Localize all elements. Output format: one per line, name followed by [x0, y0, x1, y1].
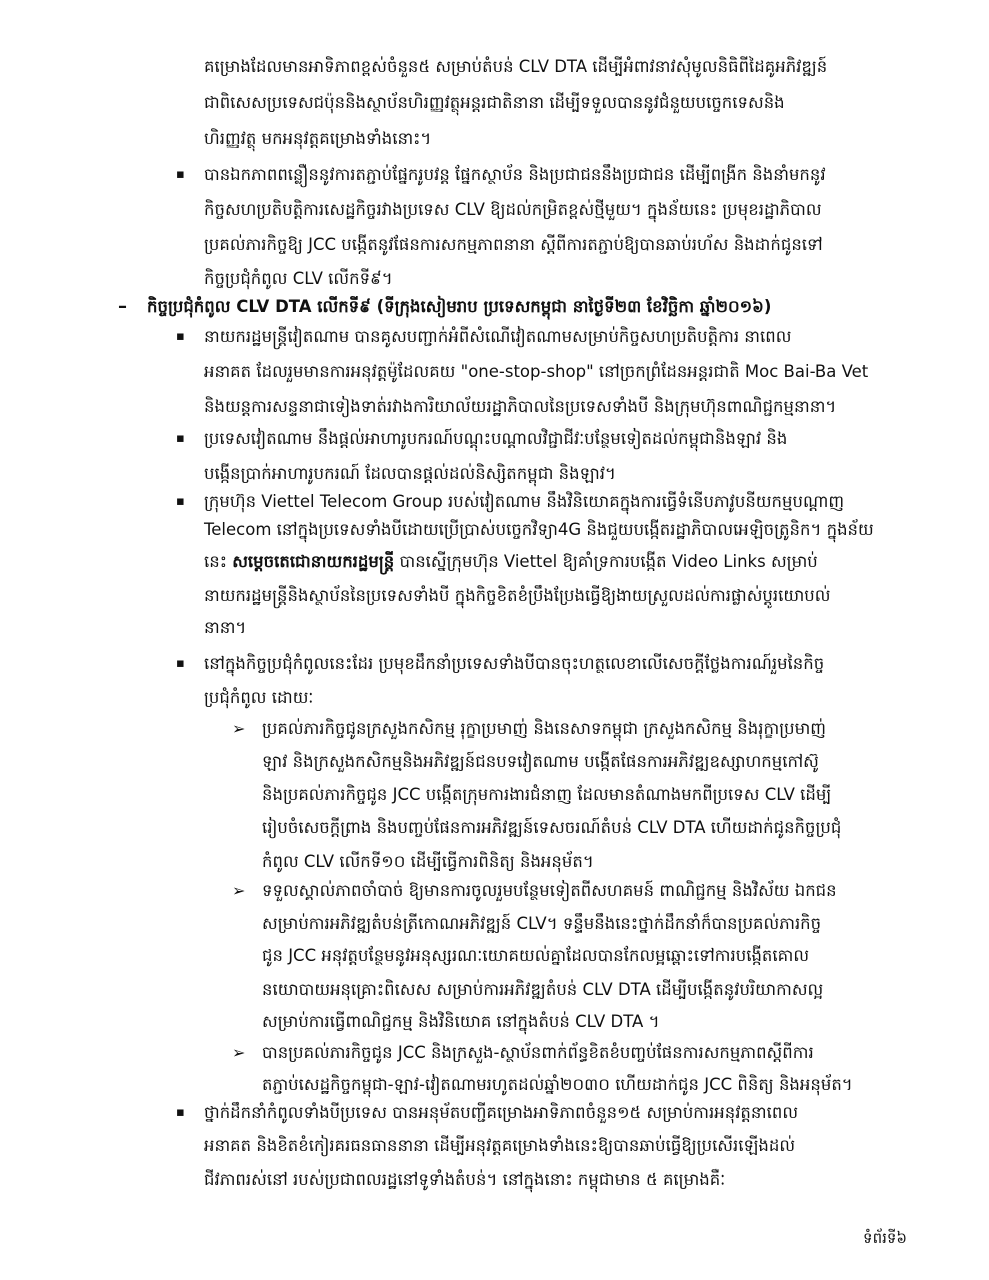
sub-bullet-line: ប្រគល់ភារកិច្ចជូនក្រសួងកសិកម្ម រុក្ខាប្រមាញ់ និងនេសាទកម្ពុជា ក្រសួងកសិកម្ម និងរុក្ខាប្រមាញ់ — [262, 719, 826, 738]
section-heading: កិច្ចប្រជុំកំពូល CLV DTA លើកទី៩ (ទីក្រុងសៀមរាប ប្រទេសកម្ពុជា នាថ្ងៃទី២៣ ខែវិច្ឆិកា ឆ្នាំ២០១៦) — [147, 297, 772, 316]
sub-bullet-line: ជូន JCC អនុវត្តបន្ថែមនូវអនុស្សរណៈយោគយល់គ្នាដែលបានកែលម្អឆ្ពោះទៅការបង្កើតគោល — [262, 946, 810, 965]
bullet-text: នេះ — [204, 552, 233, 571]
bullet-line: ជីវភាពរស់នៅ របស់ប្រជាពលរដ្ឋនៅទូទាំងតំបន់។ នៅក្នុងនោះ កម្ពុជាមាន ៥ គម្រោងគឺៈ — [204, 1170, 726, 1189]
bullet-line: នាយករដ្ឋមន្ត្រីវៀតណាម បានគូសបញ្ជាក់អំពីសំណើវៀតណាមសម្រាប់កិច្ចសហប្រតិបត្តិការ នាពេល — [204, 327, 792, 346]
bullet-line: អនាគត ដែលរួមមានការអនុវត្តម៉ូដែលគយ "one-stop-shop" នៅច្រកព្រំដែនអន្តរជាតិ Moc Bai-Ba Vet — [204, 362, 869, 381]
sub-bullet-line: សម្រាប់ការអភិវឌ្ឍតំបន់ត្រីកោណអភិវឌ្ឍន៍ CLV។ ទន្ទឹមនឹងនេះថ្នាក់ដឹកនាំក៏បានប្រគល់ភារកិច្ច — [262, 914, 822, 933]
bullet-marker: ▪ — [176, 329, 185, 344]
paragraph-line: ហិរញ្ញវត្ថុ មកអនុវត្តគម្រោងទាំងនោះ។ — [204, 129, 432, 148]
bullet-line: បានឯកភាពពន្លឿននូវការតភ្ជាប់ផ្នែករូបវន្ត ផ្នែកស្ថាប័ន និងប្រជាជននឹងប្រជាជន ដើម្បីពង្រីក និងនាំមកនូវ — [204, 165, 826, 184]
sub-bullet-line: បានប្រគល់ភារកិច្ចជូន JCC និងក្រសួង-ស្ថាប័នពាក់ព័ន្ធខិតខំបញ្ចប់ផែនការសកម្មភាពស្តីពីការ — [262, 1043, 814, 1062]
bullet-marker: ▪ — [176, 167, 185, 182]
bullet-line: នានា។ — [204, 618, 247, 637]
bold-title: សម្តេចតេជោនាយករដ្ឋមន្ត្រី — [232, 552, 395, 571]
bullet-line: អនាគត និងខិតខំកៀរគរធនធាននានា ដើម្បីអនុវត្តគម្រោងទាំងនេះឱ្យបានឆាប់ធ្វើឱ្យប្រសើរឡើងដល់ — [204, 1136, 796, 1155]
bullet-line: នាយករដ្ឋមន្ត្រីនិងស្ថាប័ននៃប្រទេសទាំងបី ក្នុងកិច្ចខិតខំប្រឹងប្រែងធ្វើឱ្យងាយស្រួលដល់ការផ្លាស់ប្តូរយោបល់ — [204, 586, 831, 605]
arrow-marker: ➢ — [232, 881, 246, 900]
sub-bullet-line: សម្រាប់ការធ្វើពាណិជ្ជកម្ម និងវិនិយោគ នៅក្នុងតំបន់ CLV DTA ។ — [262, 1012, 660, 1031]
arrow-marker: ➢ — [232, 1043, 246, 1062]
bullet-line: នៅក្នុងកិច្ចប្រជុំកំពូលនេះដែរ ប្រមុខដឹកនាំប្រទេសទាំងបីបានចុះហត្ថលេខាលើសេចក្តីថ្លែងការណ៍រួមនៃកិច្ច — [204, 654, 825, 673]
bullet-line: និងយន្តការសន្ទនាជាទៀងទាត់រវាងការិយាល័យរដ្ឋាភិបាលនៃប្រទេសទាំងបី និងក្រុមហ៊ុនពាណិជ្ជកម្មនានា។ — [204, 397, 837, 416]
section-dash: – — [118, 296, 127, 317]
sub-bullet-line: នយោបាយអនុគ្រោះពិសេស សម្រាប់ការអភិវឌ្ឍតំបន់ CLV DTA ដើម្បីបង្កើតនូវបរិយាកាសល្អ — [262, 980, 824, 999]
sub-bullet-line: រៀបចំសេចក្តីព្រាង និងបញ្ចប់ផែនការអភិវឌ្ឍន៍ទេសចរណ៍តំបន់ CLV DTA ហើយដាក់ជូនកិច្ចប្រជុំ — [262, 818, 842, 837]
bullet-marker: ▪ — [176, 494, 185, 509]
bullet-line: បង្កើនប្រាក់អាហារូបករណ៍ ដែលបានផ្តល់ដល់និស្សិតកម្ពុជា និងឡាវ។ — [204, 464, 616, 483]
bullet-line: ថ្នាក់ដឹកនាំកំពូលទាំងបីប្រទេស បានអនុម័តបញ្ជីគម្រោងអាទិភាពចំនួន១៥ សម្រាប់ការអនុវត្តនាពេល — [204, 1103, 799, 1122]
page-number: ទំព័រទី៦ — [863, 1229, 907, 1247]
bullet-line: កិច្ចប្រជុំកំពូល CLV លើកទី៩។ — [204, 269, 393, 288]
paragraph-line: គម្រោងដែលមានអាទិភាពខ្ពស់ចំនួន៥ សម្រាប់តំបន់ CLV DTA ដើម្បីអំពាវនាវសុំមូលនិធិពីដៃគូអភិវឌ្ឍន៍ — [204, 57, 828, 76]
bullet-line: កិច្ចសហប្រតិបត្តិការសេដ្ឋកិច្ចរវាងប្រទេស CLV ឱ្យដល់កម្រិតខ្ពស់ថ្មីមួយ។ ក្នុងន័យនេះ ប្រមុខរដ្ឋាភិបាល — [204, 200, 822, 219]
bullet-marker: ▪ — [176, 1105, 185, 1120]
bullet-marker: ▪ — [176, 656, 185, 671]
bullet-line-mixed — [204, 545, 818, 579]
sub-bullet-line: ទទួលស្គាល់ភាពចាំបាច់ ឱ្យមានការចូលរួមបន្ថែមទៀតពីសហគមន៍ ពាណិជ្ជកម្ម និងវិស័យ ឯកជន — [262, 881, 837, 900]
sub-bullet-line: កំពូល CLV លើកទី១០ ដើម្បីធ្វើការពិនិត្យ និងអនុម័ត។ — [262, 852, 594, 871]
sub-bullet-line: ឡាវ និងក្រសួងកសិកម្មនិងអភិវឌ្ឍន៍ជនបទវៀតណាម បង្កើតផែនការអភិវឌ្ឍឧស្សាហកម្មកៅស៊ូ — [262, 752, 819, 771]
sub-bullet-line: តភ្ជាប់សេដ្ឋកិច្ចកម្ពុជា-ឡាវ-វៀតណាមរហូតដល់ឆ្នាំ២០៣០ ហើយដាក់ជូន JCC ពិនិត្យ និងអនុម័ត។ — [262, 1075, 853, 1094]
bullet-line: ប្រទេសវៀតណាម នឹងផ្តល់អាហារូបករណ៍បណ្តុះបណ្តាលវិជ្ជាជីវៈបន្ថែមទៀតដល់កម្ពុជានិងឡាវ និង — [204, 429, 788, 448]
bullet-text: បានស្នើក្រុមហ៊ុន Viettel ឱ្យគាំទ្រការបង្កើត Video Links សម្រាប់ — [394, 552, 818, 571]
bullet-line: ក្រុមហ៊ុន Viettel Telecom Group របស់វៀតណាម នឹងវិនិយោគក្នុងការធ្វើទំនើបភាវូបនីយកម្មបណ្តាញ — [204, 492, 845, 511]
bullet-line: ប្រគល់ភារកិច្ចឱ្យ JCC បង្កើតនូវផែនការសកម្មភាពនានា ស្តីពីការតភ្ជាប់ឱ្យបានឆាប់រហ័ស និងដាក់ជូនទៅ — [204, 235, 823, 254]
paragraph-line: ជាពិសេសប្រទេសជប៉ុននិងស្ថាប័នហិរញ្ញវត្ថុអន្តរជាតិនានា ដើម្បីទទួលបាននូវជំនួយបច្ចេកទេសនិង — [204, 93, 785, 112]
bullet-line: Telecom នៅក្នុងប្រទេសទាំងបីដោយប្រើប្រាស់បច្ចេកវិទ្យា4G និងជួយបង្កើតរដ្ឋាភិបាលអេឡិចត្រូនិក។ ក្នុងន័យ — [204, 520, 874, 539]
sub-bullet-line: និងប្រគល់ភារកិច្ចជូន JCC បង្កើតក្រុមការងារជំនាញ ដែលមានតំណាងមកពីប្រទេស CLV ដើម្បី — [262, 785, 832, 804]
bullet-line: ប្រជុំកំពូល ដោយៈ — [204, 688, 314, 707]
arrow-marker: ➢ — [232, 719, 246, 738]
bullet-marker: ▪ — [176, 431, 185, 446]
